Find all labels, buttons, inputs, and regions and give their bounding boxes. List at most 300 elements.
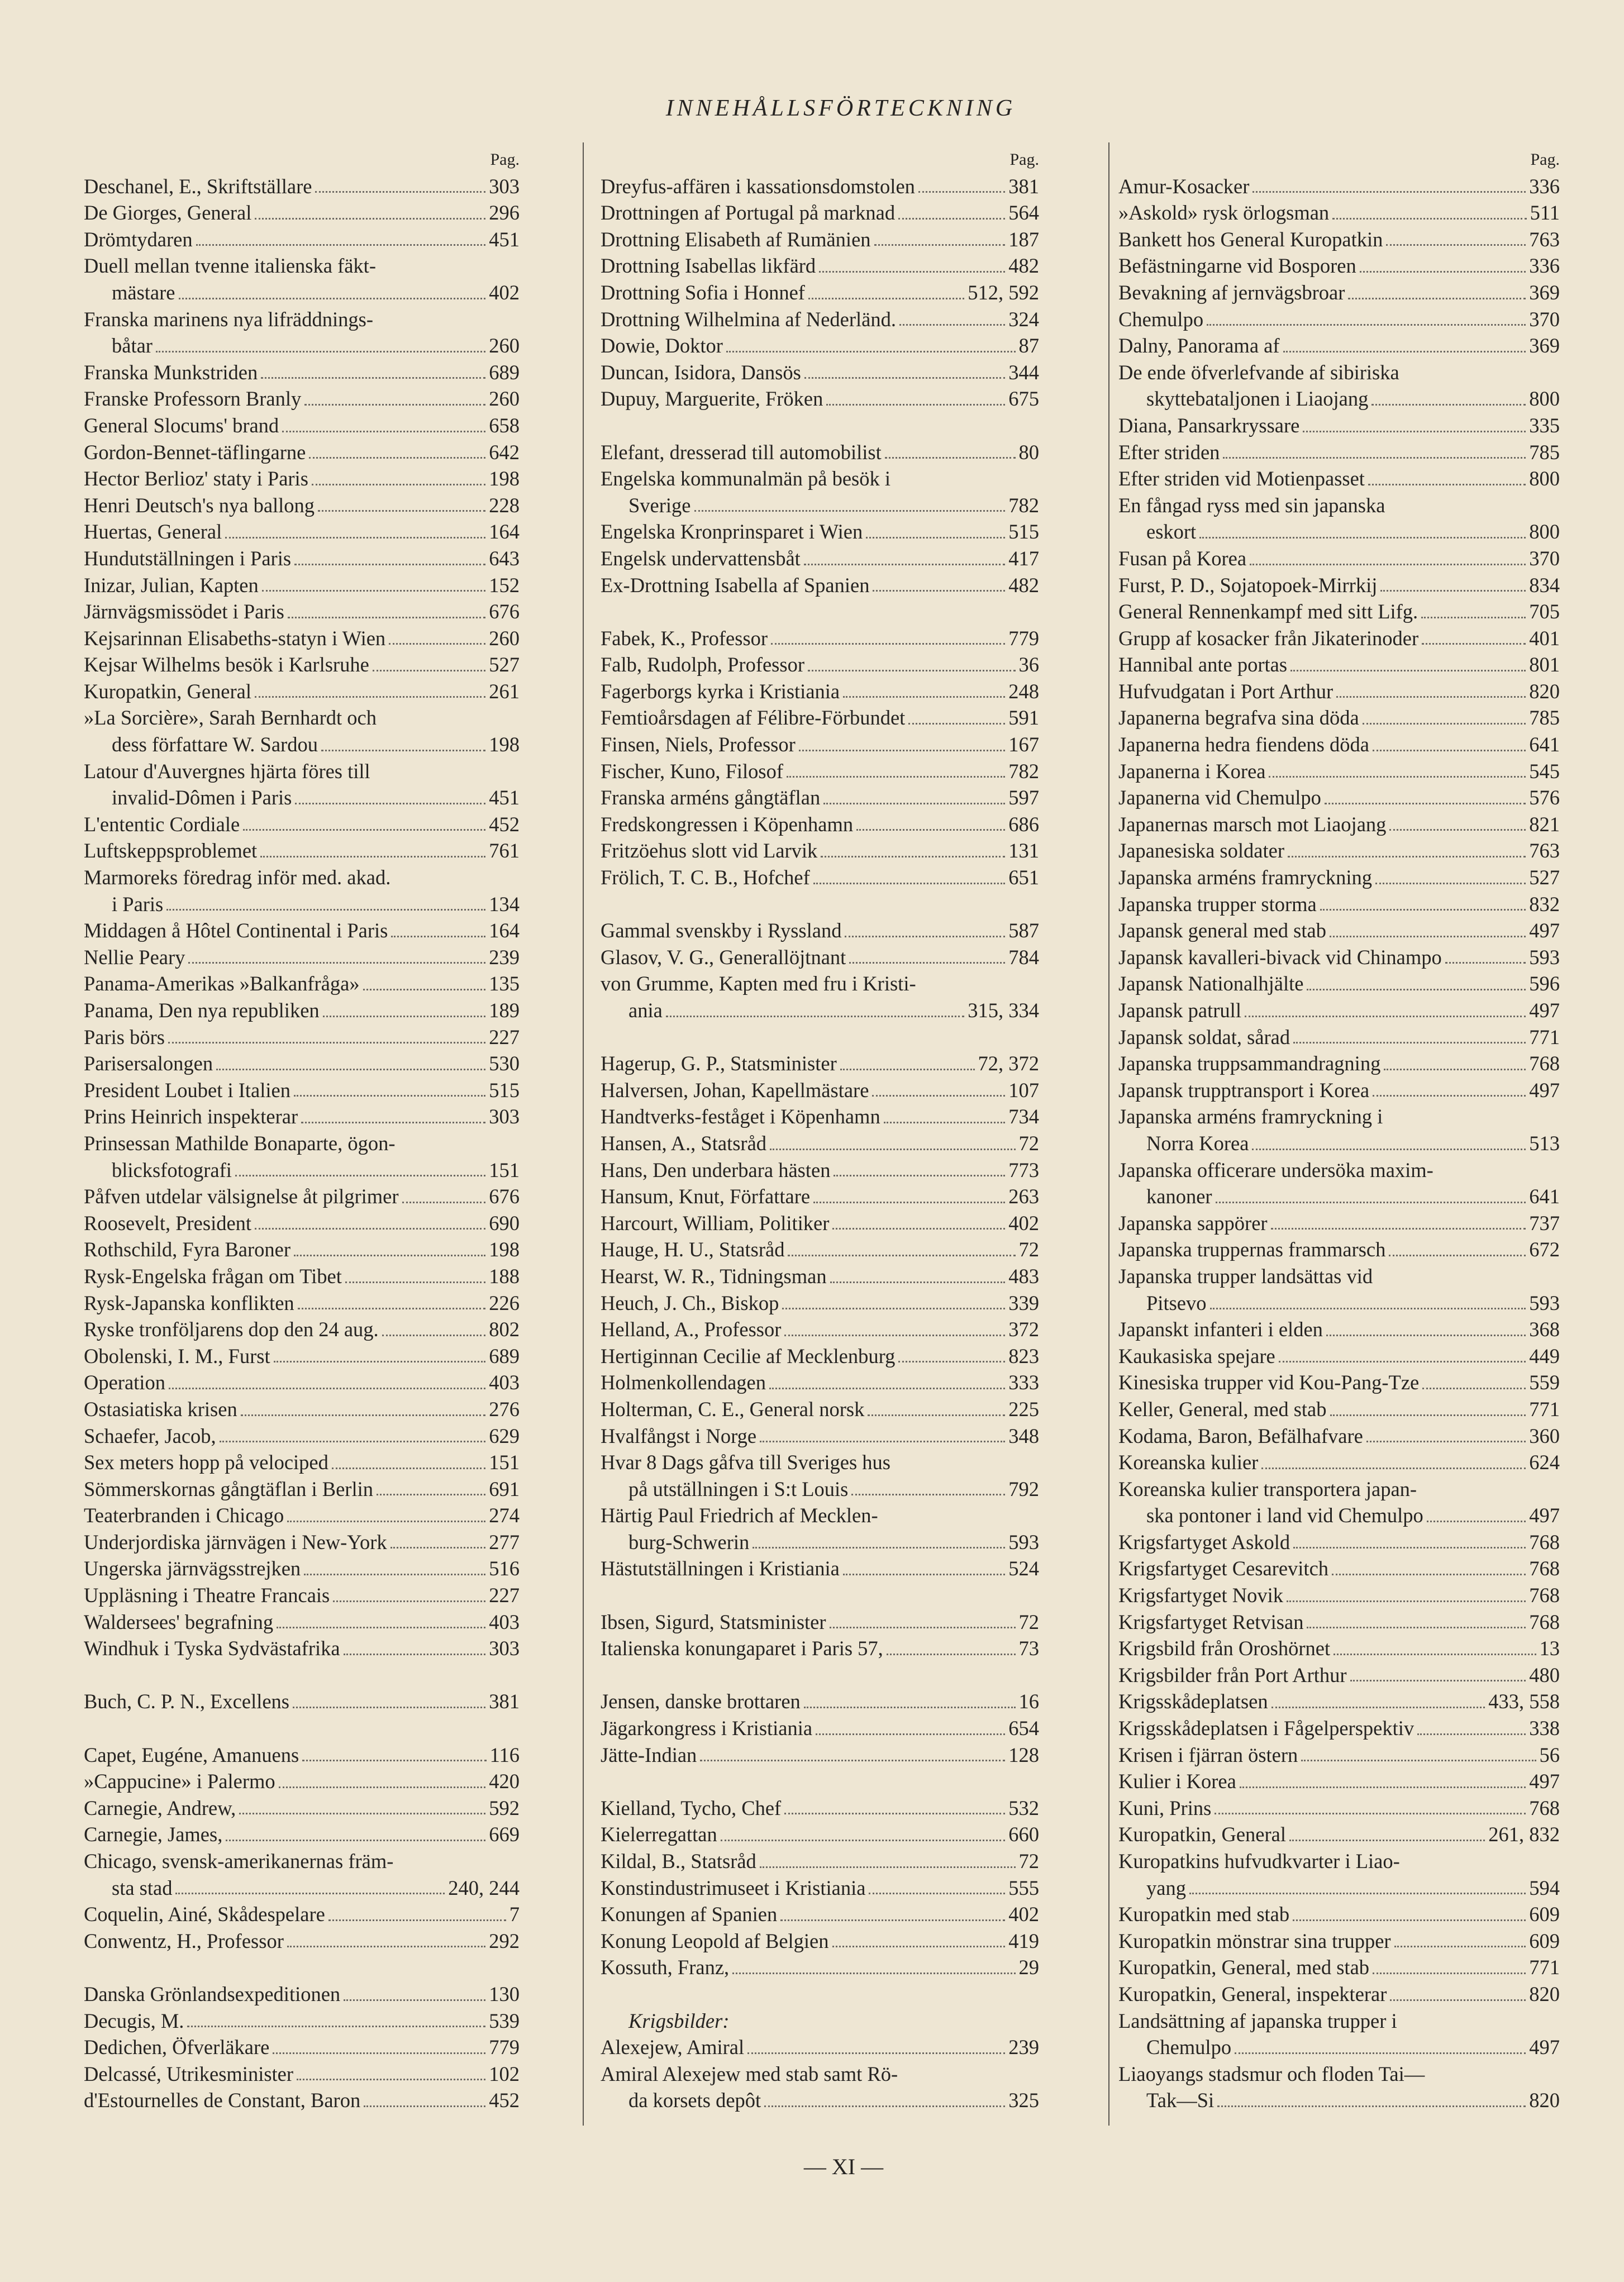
entry-page-number: 420 bbox=[489, 1770, 520, 1793]
entry-title: Japanernas marsch mot Liaojang bbox=[1118, 812, 1387, 836]
dot-leader bbox=[813, 1202, 1005, 1203]
index-entry bbox=[1118, 1742, 1560, 1769]
index-entry bbox=[1118, 891, 1560, 918]
entry-title: Japanska truppernas frammarsch bbox=[1118, 1238, 1386, 1261]
index-entry bbox=[84, 1901, 520, 1928]
index-entry bbox=[1118, 598, 1560, 625]
dot-leader bbox=[1384, 1069, 1526, 1070]
entry-page-number: 240, 244 bbox=[448, 1876, 520, 1899]
section-gap bbox=[601, 891, 1039, 918]
dot-leader bbox=[851, 1494, 1005, 1495]
entry-page-number: 768 bbox=[1529, 1052, 1560, 1075]
dot-leader bbox=[391, 936, 485, 937]
entry-title: Amur-Kosacker bbox=[1118, 174, 1250, 198]
index-entry bbox=[601, 837, 1039, 864]
entry-title: Kuropatkin mönstrar sina trupper bbox=[1118, 1929, 1391, 1952]
index-entry bbox=[601, 1236, 1039, 1263]
index-entry bbox=[1118, 1024, 1560, 1051]
entry-title: burg-Schwerin bbox=[628, 1530, 750, 1554]
entry-page-number: 419 bbox=[1008, 1929, 1039, 1952]
entry-page-number: 151 bbox=[489, 1158, 520, 1182]
dot-leader bbox=[220, 1441, 486, 1442]
entry-page-number: 785 bbox=[1529, 440, 1560, 464]
index-entry bbox=[601, 545, 1039, 572]
entry-title: Hans, Den underbara hästen bbox=[601, 1158, 831, 1182]
dot-leader bbox=[1348, 298, 1526, 299]
dot-leader bbox=[1215, 1813, 1526, 1814]
index-entry bbox=[1118, 1183, 1560, 1210]
page-title: INNEHÅLLSFÖRTECKNING bbox=[665, 96, 1016, 121]
index-entry bbox=[84, 226, 520, 253]
entry-page-number: 497 bbox=[1529, 2036, 1560, 2059]
index-entry-text: Latour d'Auvergnes hjärta föres till bbox=[84, 759, 370, 783]
dot-leader bbox=[309, 457, 485, 459]
dot-leader bbox=[840, 1069, 975, 1070]
entry-title: Teaterbranden i Chicago bbox=[84, 1504, 284, 1527]
entry-title: General Slocums' brand bbox=[84, 413, 279, 437]
entry-title: Japanskt infanteri i elden bbox=[1118, 1318, 1323, 1341]
index-entry bbox=[84, 1183, 520, 1210]
index-entry bbox=[84, 2087, 520, 2114]
entry-title: Jensen, danske brottaren bbox=[601, 1690, 801, 1713]
dot-leader bbox=[298, 1308, 486, 1309]
entry-page-number: 555 bbox=[1008, 1876, 1039, 1899]
dot-leader bbox=[332, 1468, 485, 1469]
entry-title: Kielland, Tycho, Chef bbox=[601, 1796, 782, 1819]
dot-leader bbox=[344, 1654, 486, 1655]
dot-leader bbox=[849, 962, 1005, 964]
dot-leader bbox=[1288, 856, 1526, 857]
dot-leader bbox=[808, 670, 1016, 671]
entry-page-number: 676 bbox=[489, 600, 520, 623]
dot-leader bbox=[1235, 2052, 1526, 2054]
index-entry bbox=[601, 1609, 1039, 1636]
dot-leader bbox=[282, 431, 485, 432]
dot-leader bbox=[1330, 1414, 1526, 1416]
entry-title: Bankett hos General Kuropatkin bbox=[1118, 227, 1383, 251]
section-gap bbox=[601, 412, 1039, 439]
entry-page-number: 335 bbox=[1529, 413, 1560, 437]
dot-leader bbox=[694, 510, 1006, 512]
index-entry bbox=[601, 1183, 1039, 1210]
dot-leader bbox=[304, 404, 485, 406]
entry-page-number: 587 bbox=[1008, 919, 1039, 942]
index-entry bbox=[84, 1981, 520, 2008]
index-entry bbox=[601, 226, 1039, 253]
index-entry bbox=[84, 1875, 520, 1902]
entry-title: Operation bbox=[84, 1371, 165, 1394]
entry-title: Delcassé, Utrikesminister bbox=[84, 2062, 294, 2085]
entry-page-number: 72 bbox=[1018, 1850, 1039, 1873]
index-entry bbox=[601, 1290, 1039, 1317]
dot-leader bbox=[873, 590, 1005, 592]
index-entry bbox=[601, 385, 1039, 412]
dot-leader bbox=[872, 1095, 1005, 1097]
entry-page-number: 164 bbox=[489, 919, 520, 942]
index-entry bbox=[84, 439, 520, 466]
entry-title: dess författare W. Sardou bbox=[112, 733, 318, 756]
index-entry-text: Duell mellan tvenne italienska fäkt- bbox=[84, 254, 376, 278]
index-entry bbox=[601, 1423, 1039, 1450]
entry-page-number: 198 bbox=[489, 1238, 520, 1261]
dot-leader bbox=[169, 1388, 485, 1389]
dot-leader bbox=[255, 218, 485, 220]
index-entry bbox=[601, 1715, 1039, 1742]
index-entry bbox=[84, 1821, 520, 1848]
dot-leader bbox=[304, 1574, 485, 1575]
index-entry-text: »La Sorcière», Sarah Bernhardt och bbox=[84, 706, 377, 730]
dot-leader bbox=[279, 1786, 486, 1788]
entry-title: Henri Deutsch's nya ballong bbox=[84, 493, 315, 517]
entry-page-number: 339 bbox=[1008, 1291, 1039, 1314]
entry-title: Gammal svenskby i Ryssland bbox=[601, 919, 842, 942]
index-entry bbox=[84, 1396, 520, 1423]
entry-page-number: 782 bbox=[1008, 493, 1039, 517]
entry-title: Japanerna vid Chemulpo bbox=[1118, 786, 1321, 809]
entry-title: Harcourt, William, Politiker bbox=[601, 1211, 830, 1235]
entry-title: Hector Berlioz' staty i Paris bbox=[84, 467, 308, 490]
index-entry bbox=[84, 625, 520, 652]
index-entry bbox=[1118, 1449, 1560, 1476]
index-entry bbox=[84, 1423, 520, 1450]
dot-leader bbox=[294, 564, 485, 565]
entry-page-number: 403 bbox=[489, 1371, 520, 1394]
entry-title: Duncan, Isidora, Dansös bbox=[601, 360, 801, 384]
dot-leader bbox=[821, 856, 1005, 857]
entry-page-number: 686 bbox=[1008, 812, 1039, 836]
dot-leader bbox=[1320, 909, 1526, 911]
entry-page-number: 515 bbox=[489, 1078, 520, 1102]
index-entry bbox=[1118, 1875, 1560, 1902]
index-entry bbox=[1118, 1555, 1560, 1582]
index-entry bbox=[601, 1369, 1039, 1396]
entry-page-number: 800 bbox=[1529, 520, 1560, 544]
entry-page-number: 768 bbox=[1529, 1796, 1560, 1819]
entry-title: Krigsskådeplatsen bbox=[1118, 1690, 1268, 1713]
entry-page-number: 629 bbox=[489, 1424, 520, 1447]
index-entry bbox=[84, 1742, 520, 1769]
index-entry bbox=[601, 1396, 1039, 1423]
page-number: — XI — bbox=[803, 2154, 884, 2179]
index-entry bbox=[1118, 1343, 1560, 1370]
entry-page-number: 73 bbox=[1018, 1637, 1039, 1660]
entry-page-number: 239 bbox=[489, 945, 520, 969]
entry-title: Dreyfus-affären i kassationsdomstolen bbox=[601, 174, 915, 198]
dot-leader bbox=[1207, 324, 1526, 326]
entry-page-number: 497 bbox=[1529, 1770, 1560, 1793]
dot-leader bbox=[225, 537, 485, 539]
dot-leader bbox=[1373, 1095, 1526, 1097]
entry-page-number: 705 bbox=[1529, 600, 1560, 623]
index-entry bbox=[1118, 811, 1560, 838]
index-entry-text: Liaoyangs stadsmur och floden Tai— bbox=[1118, 2062, 1425, 2085]
dot-leader bbox=[364, 2105, 485, 2107]
dot-leader bbox=[885, 457, 1016, 459]
entry-title: Japanska trupper storma bbox=[1118, 892, 1317, 916]
dot-leader bbox=[1223, 457, 1526, 459]
entry-title: Rysk-Engelska frågan om Tibet bbox=[84, 1264, 342, 1288]
entry-title: Kielerregattan bbox=[601, 1823, 717, 1846]
entry-title: Kulier i Korea bbox=[1118, 1770, 1236, 1793]
entry-page-number: 785 bbox=[1529, 706, 1560, 730]
dot-leader bbox=[784, 1335, 1005, 1336]
entry-page-number: 303 bbox=[489, 174, 520, 198]
index-entry bbox=[601, 1928, 1039, 1955]
entry-page-number: 87 bbox=[1018, 334, 1039, 358]
entry-page-number: 801 bbox=[1529, 653, 1560, 676]
dot-leader bbox=[830, 1627, 1016, 1628]
entry-page-number: 381 bbox=[1008, 174, 1039, 198]
index-entry bbox=[1118, 1688, 1560, 1715]
section-gap bbox=[84, 1662, 520, 1689]
entry-title: Glasov, V. G., Generallöjtnant bbox=[601, 945, 846, 969]
entry-page-number: 483 bbox=[1008, 1264, 1039, 1288]
index-entry bbox=[601, 1529, 1039, 1556]
dot-leader bbox=[787, 776, 1005, 778]
dot-leader bbox=[726, 351, 1016, 352]
entry-title: Hertiginnan Cecilie af Mecklenburg bbox=[601, 1344, 896, 1368]
dot-leader bbox=[235, 1175, 485, 1176]
entry-title: »Cappucine» i Palermo bbox=[84, 1770, 275, 1793]
entry-page-number: 768 bbox=[1529, 1584, 1560, 1607]
entry-title: Järnvägsmissödet i Paris bbox=[84, 600, 284, 623]
dot-leader bbox=[196, 244, 486, 246]
entry-title: da korsets depôt bbox=[628, 2089, 761, 2112]
entry-page-number: 402 bbox=[1008, 1903, 1039, 1926]
entry-page-number: 821 bbox=[1529, 812, 1560, 836]
entry-page-number: 823 bbox=[1008, 1344, 1039, 1368]
entry-page-number: 198 bbox=[489, 467, 520, 490]
index-entry bbox=[84, 492, 520, 519]
entry-page-number: 344 bbox=[1008, 360, 1039, 384]
entry-page-number: 642 bbox=[489, 440, 520, 464]
index-entry bbox=[84, 1103, 520, 1130]
index-entry bbox=[84, 199, 520, 226]
index-entry bbox=[84, 1210, 520, 1237]
index-entry bbox=[601, 704, 1039, 731]
entry-page-number: 188 bbox=[489, 1264, 520, 1288]
dot-leader bbox=[1326, 1335, 1526, 1336]
entry-title: Paris börs bbox=[84, 1025, 165, 1049]
dot-leader bbox=[187, 2026, 485, 2027]
entry-page-number: 402 bbox=[1008, 1211, 1039, 1235]
index-entry bbox=[84, 678, 520, 705]
entry-title: Sverige bbox=[628, 493, 691, 517]
index-entry bbox=[84, 837, 520, 864]
entry-page-number: 80 bbox=[1018, 440, 1039, 464]
entry-title: Capet, Eugéne, Amanuens bbox=[84, 1743, 299, 1766]
entry-page-number: 225 bbox=[1008, 1397, 1039, 1421]
entry-page-number: 820 bbox=[1529, 2089, 1560, 2112]
index-entry bbox=[1118, 412, 1560, 439]
entry-page-number: 591 bbox=[1008, 706, 1039, 730]
index-entry bbox=[84, 1502, 520, 1529]
index-entry bbox=[1118, 1529, 1560, 1556]
index-entry bbox=[1118, 837, 1560, 864]
dot-leader bbox=[804, 1707, 1016, 1708]
dot-leader bbox=[273, 2052, 485, 2054]
entry-page-number: 516 bbox=[489, 1557, 520, 1580]
entry-page-number: 348 bbox=[1008, 1424, 1039, 1447]
dot-leader bbox=[287, 1946, 485, 1947]
index-entry bbox=[601, 1688, 1039, 1715]
index-entry bbox=[1118, 518, 1560, 545]
entry-page-number: 771 bbox=[1529, 1397, 1560, 1421]
entry-title: Hannibal ante portas bbox=[1118, 653, 1288, 676]
entry-title: Fredskongressen i Köpenhamn bbox=[601, 812, 854, 836]
entry-page-number: 336 bbox=[1529, 174, 1560, 198]
entry-title: Kuni, Prins bbox=[1118, 1796, 1212, 1819]
entry-page-number: 333 bbox=[1008, 1371, 1039, 1394]
entry-title: Kuropatkin med stab bbox=[1118, 1903, 1290, 1926]
index-entry bbox=[84, 1236, 520, 1263]
entry-title: Japanerna begrafva sina döda bbox=[1118, 706, 1359, 730]
entry-title: Efter striden vid Motienpasset bbox=[1118, 467, 1365, 490]
dot-leader bbox=[156, 351, 485, 352]
pag-label: Pag. bbox=[490, 150, 520, 169]
entry-title: Kuropatkin, General bbox=[1118, 1823, 1287, 1846]
dot-leader bbox=[804, 564, 1005, 565]
entry-page-number: 292 bbox=[489, 1929, 520, 1952]
index-entry bbox=[84, 359, 520, 386]
dot-leader bbox=[1427, 1521, 1526, 1522]
dot-leader bbox=[899, 324, 1005, 326]
dot-leader bbox=[1373, 750, 1526, 751]
index-entry bbox=[1118, 253, 1560, 279]
index-entry bbox=[601, 253, 1039, 279]
entry-page-number: 72 bbox=[1018, 1610, 1039, 1633]
index-entry bbox=[84, 518, 520, 545]
index-entry-text: Engelska kommunalmän på besök i bbox=[601, 467, 891, 490]
dot-leader bbox=[241, 1414, 486, 1416]
index-entry bbox=[601, 1555, 1039, 1582]
index-entry bbox=[1118, 332, 1560, 359]
entry-title: Krisen i fjärran östern bbox=[1118, 1743, 1298, 1766]
entry-page-number: 239 bbox=[1008, 2036, 1039, 2059]
entry-title: Japanska arméns framryckning bbox=[1118, 866, 1373, 889]
entry-title: Krigsbilder från Port Arthur bbox=[1118, 1663, 1347, 1687]
dot-leader bbox=[1380, 590, 1526, 592]
entry-page-number: 276 bbox=[489, 1397, 520, 1421]
entry-title: Drömtydaren bbox=[84, 227, 193, 251]
index-entry bbox=[1118, 199, 1560, 226]
entry-page-number: 164 bbox=[489, 520, 520, 544]
entry-title: Prins Heinrich inspekterar bbox=[84, 1105, 298, 1128]
entry-title: Roosevelt, President bbox=[84, 1211, 252, 1235]
entry-page-number: 29 bbox=[1018, 1956, 1039, 1979]
dot-leader bbox=[908, 723, 1005, 725]
entry-title: Hvalfångst i Norge bbox=[601, 1424, 757, 1447]
index-entry bbox=[601, 1635, 1039, 1662]
index-entry bbox=[601, 997, 1039, 1024]
entry-page-number: 303 bbox=[489, 1105, 520, 1128]
index-entry bbox=[601, 1848, 1039, 1875]
entry-title: Befästningarne vid Bosporen bbox=[1118, 254, 1356, 278]
entry-title: ania bbox=[628, 999, 663, 1022]
entry-title: Dupuy, Marguerite, Fröken bbox=[601, 387, 823, 411]
index-entry bbox=[1118, 1290, 1560, 1317]
entry-page-number: 576 bbox=[1529, 786, 1560, 809]
index-entry bbox=[601, 625, 1039, 652]
index-entry bbox=[601, 1343, 1039, 1370]
dot-leader bbox=[295, 803, 485, 804]
entry-page-number: 274 bbox=[489, 1504, 520, 1527]
index-entry bbox=[84, 1609, 520, 1636]
column-divider bbox=[1108, 142, 1109, 2126]
entry-page-number: 433, 558 bbox=[1488, 1690, 1560, 1713]
entry-title: Japansk general med stab bbox=[1118, 919, 1326, 942]
entry-title: Panama-Amerikas »Balkanfråga» bbox=[84, 972, 360, 995]
entry-page-number: 530 bbox=[489, 1052, 520, 1075]
entry-page-number: 452 bbox=[489, 2089, 520, 2112]
dot-leader bbox=[321, 750, 485, 751]
index-entry bbox=[84, 1555, 520, 1582]
dot-leader bbox=[1394, 1946, 1526, 1947]
entry-page-number: 261, 832 bbox=[1488, 1823, 1560, 1846]
entry-page-number: 401 bbox=[1529, 626, 1560, 650]
entry-page-number: 763 bbox=[1529, 227, 1560, 251]
index-entry bbox=[601, 1130, 1039, 1157]
index-entry bbox=[601, 1103, 1039, 1130]
entry-page-number: 532 bbox=[1008, 1796, 1039, 1819]
dot-leader bbox=[301, 1122, 485, 1123]
entry-title: båtar bbox=[112, 334, 153, 358]
entry-page-number: 370 bbox=[1529, 307, 1560, 331]
entry-title: Koreanska kulier bbox=[1118, 1451, 1259, 1474]
entry-page-number: 779 bbox=[489, 2036, 520, 2059]
entry-title: Finsen, Niels, Professor bbox=[601, 733, 796, 756]
entry-title: Krigsfartyget Askold bbox=[1118, 1530, 1290, 1554]
dot-leader bbox=[898, 1361, 1005, 1362]
dot-leader bbox=[261, 377, 485, 379]
index-entry bbox=[601, 2034, 1039, 2061]
entry-title: Hundutställningen i Paris bbox=[84, 546, 292, 570]
index-entry bbox=[601, 1954, 1039, 1981]
entry-page-number: 482 bbox=[1008, 573, 1039, 597]
entry-page-number: 593 bbox=[1529, 945, 1560, 969]
index-entry bbox=[84, 1795, 520, 1822]
dot-leader bbox=[866, 537, 1005, 539]
entry-title: eskort bbox=[1146, 520, 1197, 544]
index-entry-text: Härtig Paul Friedrich af Mecklen- bbox=[601, 1504, 878, 1527]
entry-title: Buch, C. P. N., Excellens bbox=[84, 1690, 290, 1713]
dot-leader bbox=[819, 271, 1005, 273]
entry-page-number: 403 bbox=[489, 1610, 520, 1633]
dot-leader bbox=[764, 2105, 1005, 2107]
entry-title: Sömmerskornas gångtäflan i Berlin bbox=[84, 1477, 373, 1500]
dot-leader bbox=[799, 750, 1005, 751]
index-entry bbox=[84, 1343, 520, 1370]
entry-title: Tak—Si bbox=[1146, 2089, 1215, 2112]
dot-leader bbox=[1386, 244, 1526, 246]
entry-page-number: 834 bbox=[1529, 573, 1560, 597]
dot-leader bbox=[1287, 1600, 1526, 1602]
entry-title: Ex-Drottning Isabella af Spanien bbox=[601, 573, 870, 597]
index-entry bbox=[1118, 2087, 1560, 2114]
column-divider bbox=[583, 142, 584, 2126]
entry-title: Elefant, dresserad till automobilist bbox=[601, 440, 882, 464]
dot-leader bbox=[1269, 776, 1526, 778]
entry-title: Bevakning af jernvägsbroar bbox=[1118, 280, 1345, 304]
entry-title: kanoner bbox=[1146, 1185, 1212, 1208]
entry-page-number: 135 bbox=[489, 972, 520, 995]
section-subheading: Krigsbilder: bbox=[628, 2009, 730, 2032]
entry-title: Konungen af Spanien bbox=[601, 1903, 778, 1926]
entry-page-number: 277 bbox=[489, 1530, 520, 1554]
index-entry bbox=[1118, 572, 1560, 599]
entry-title: Fabek, K., Professor bbox=[601, 626, 768, 650]
entry-page-number: 658 bbox=[489, 413, 520, 437]
